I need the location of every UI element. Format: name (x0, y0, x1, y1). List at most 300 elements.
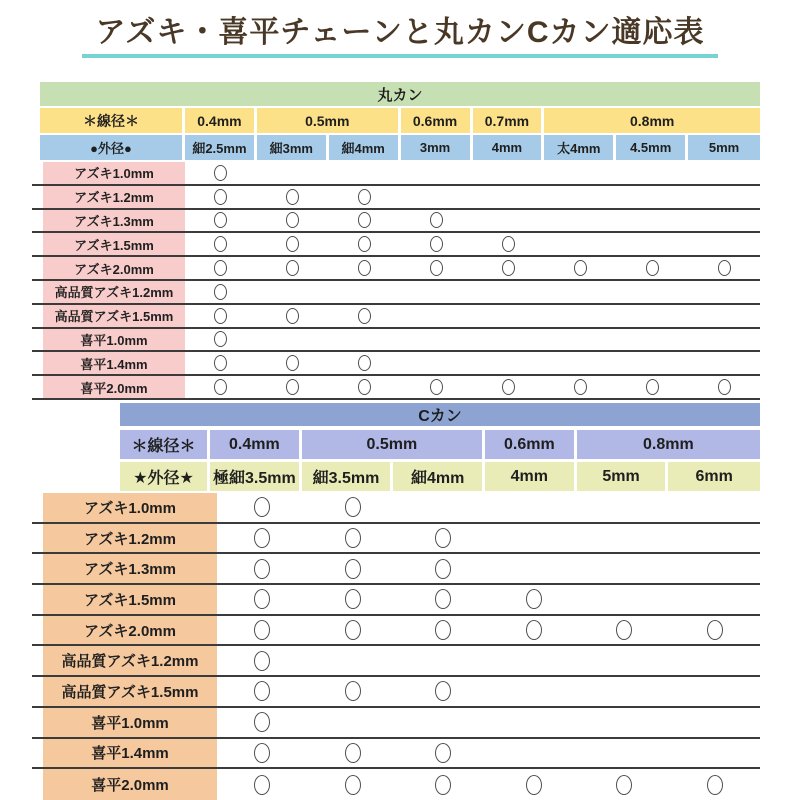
mark-cell (616, 376, 688, 398)
mark-cell (473, 186, 545, 208)
mark-cell (398, 677, 489, 706)
mark-cell (401, 329, 473, 351)
compatible-circle-icon (286, 236, 299, 252)
compatible-circle-icon (254, 589, 270, 609)
compatible-circle-icon (358, 189, 371, 205)
mark-cell (670, 708, 761, 737)
mark-cell (670, 739, 761, 768)
mark-cell (257, 352, 329, 374)
row-label: 喜平1.4mm (43, 739, 217, 768)
wire-diameter-value: 0.4mm (185, 108, 257, 133)
mark-cell (688, 305, 760, 327)
compatible-circle-icon (430, 236, 443, 252)
mark-cell (329, 186, 401, 208)
table-row (32, 616, 760, 647)
table-row (32, 376, 760, 400)
row-line-lead (32, 162, 43, 184)
mark-cell (185, 257, 257, 279)
compatible-circle-icon (254, 775, 270, 795)
mark-cell (489, 769, 580, 800)
mark-cell (308, 616, 399, 645)
mark-cell (670, 493, 761, 522)
row-label: アズキ2.0mm (43, 257, 185, 279)
mark-cell (329, 376, 401, 398)
table-title-c-kan: Cカン (120, 403, 760, 426)
compatible-circle-icon (616, 775, 632, 795)
mark-cell (308, 524, 399, 553)
table-row (32, 708, 760, 739)
compatible-circle-icon (358, 308, 371, 324)
compatible-circle-icon (345, 743, 361, 763)
compatible-circle-icon (718, 379, 731, 395)
row-line-lead (32, 233, 43, 255)
mark-cell (579, 554, 670, 583)
mark-cell (398, 585, 489, 614)
table-row (32, 769, 760, 800)
compatible-circle-icon (646, 379, 659, 395)
mark-cell (544, 281, 616, 303)
mark-cell (670, 646, 761, 675)
row-label: 高品質アズキ1.2mm (43, 646, 217, 675)
row-label: アズキ1.5mm (43, 585, 217, 614)
outer-diameter-value: 5mm (577, 462, 669, 491)
mark-cell (257, 329, 329, 351)
mark-cell (688, 233, 760, 255)
mark-cell (398, 769, 489, 800)
mark-cell (616, 186, 688, 208)
mark-cell (616, 281, 688, 303)
row-line-lead (32, 524, 43, 553)
mark-cell (473, 281, 545, 303)
table-row (32, 554, 760, 585)
outer-diameter-value: 細4mm (329, 135, 401, 160)
mark-cell (217, 554, 308, 583)
table-row (32, 210, 760, 234)
mark-cell (670, 524, 761, 553)
compatible-circle-icon (574, 379, 587, 395)
c-kan-table (61, 403, 760, 800)
mark-cell (579, 493, 670, 522)
mark-cell (401, 305, 473, 327)
compatible-circle-icon (502, 379, 515, 395)
compatible-circle-icon (345, 620, 361, 640)
compatible-circle-icon (254, 497, 270, 517)
mark-cell (185, 352, 257, 374)
outer-diameter-value: 細4mm (393, 462, 485, 491)
table-row (32, 677, 760, 708)
mark-cell (688, 186, 760, 208)
mark-cell (401, 162, 473, 184)
wire-diameter-value: 0.5mm (257, 108, 401, 133)
mark-cell (670, 677, 761, 706)
mark-cell (257, 162, 329, 184)
mark-cell (217, 646, 308, 675)
compatible-circle-icon (214, 331, 227, 347)
compatible-circle-icon (286, 189, 299, 205)
mark-cell (401, 376, 473, 398)
mark-cell (185, 329, 257, 351)
row-line-lead (32, 677, 43, 706)
mark-cell (401, 186, 473, 208)
mark-cell (616, 257, 688, 279)
mark-cell (329, 329, 401, 351)
table-body (32, 493, 760, 800)
mark-cell (579, 769, 670, 800)
mark-cell (489, 616, 580, 645)
wire-diameter-label: ＊線径＊ (120, 430, 210, 459)
mark-cell (257, 233, 329, 255)
compatible-circle-icon (358, 355, 371, 371)
maru-kan-table (40, 82, 760, 400)
row-line-lead (32, 186, 43, 208)
mark-cell (544, 352, 616, 374)
title-bar (0, 14, 800, 58)
row-line-lead (32, 281, 43, 303)
row-line-lead (32, 329, 43, 351)
mark-cell (670, 616, 761, 645)
mark-cell (489, 554, 580, 583)
mark-cell (217, 585, 308, 614)
compatible-circle-icon (345, 497, 361, 517)
wire-diameter-row (120, 430, 760, 459)
mark-cell (489, 677, 580, 706)
outer-diameter-value: 太4mm (544, 135, 616, 160)
mark-cell (401, 257, 473, 279)
compatible-circle-icon (254, 559, 270, 579)
row-line-lead (32, 646, 43, 675)
mark-cell (308, 585, 399, 614)
table-row (32, 329, 760, 353)
mark-cell (185, 305, 257, 327)
compatible-circle-icon (214, 355, 227, 371)
wire-diameter-label: ＊線径＊ (40, 108, 185, 133)
outer-diameter-value: 細2.5mm (185, 135, 257, 160)
compatible-circle-icon (214, 212, 227, 228)
table-row (32, 739, 760, 770)
outer-diameter-row (40, 135, 760, 160)
mark-cell (308, 554, 399, 583)
outer-diameter-value: 4mm (473, 135, 545, 160)
mark-cell (579, 708, 670, 737)
table-body (32, 162, 760, 400)
mark-cell (308, 493, 399, 522)
table-row (32, 524, 760, 555)
mark-cell (670, 585, 761, 614)
compatible-circle-icon (358, 379, 371, 395)
mark-cell (544, 186, 616, 208)
row-label: 高品質アズキ1.2mm (43, 281, 185, 303)
mark-cell (185, 162, 257, 184)
compatible-circle-icon (214, 165, 227, 181)
mark-cell (544, 210, 616, 232)
mark-cell (579, 616, 670, 645)
row-line-lead (32, 585, 43, 614)
mark-cell (544, 257, 616, 279)
mark-cell (185, 210, 257, 232)
mark-cell (257, 281, 329, 303)
mark-cell (489, 708, 580, 737)
mark-cell (616, 329, 688, 351)
mark-cell (489, 585, 580, 614)
row-label: アズキ1.3mm (43, 554, 217, 583)
mark-cell (398, 708, 489, 737)
compatible-circle-icon (435, 743, 451, 763)
mark-cell (185, 186, 257, 208)
table-row (32, 257, 760, 281)
table-row (32, 281, 760, 305)
mark-cell (329, 162, 401, 184)
outer-diameter-label: ★外径★ (120, 462, 210, 491)
row-line-lead (32, 769, 43, 800)
row-line-lead (32, 708, 43, 737)
mark-cell (217, 769, 308, 800)
mark-cell (616, 305, 688, 327)
page-title: アズキ・喜平チェーンと丸カンCカン適応表 (82, 14, 719, 58)
mark-cell (257, 210, 329, 232)
mark-cell (688, 281, 760, 303)
mark-cell (616, 352, 688, 374)
compatible-circle-icon (358, 212, 371, 228)
mark-cell (217, 677, 308, 706)
row-line-lead (32, 376, 43, 398)
compatible-circle-icon (214, 236, 227, 252)
compatible-circle-icon (646, 260, 659, 276)
compatible-circle-icon (435, 528, 451, 548)
mark-cell (398, 739, 489, 768)
compatible-circle-icon (345, 775, 361, 795)
compatible-circle-icon (430, 260, 443, 276)
wire-diameter-value: 0.5mm (302, 430, 485, 459)
row-line-lead (32, 554, 43, 583)
mark-cell (257, 257, 329, 279)
mark-cell (185, 376, 257, 398)
mark-cell (579, 739, 670, 768)
mark-cell (329, 352, 401, 374)
row-label: 喜平1.0mm (43, 329, 185, 351)
outer-diameter-value: 6mm (668, 462, 760, 491)
compatible-circle-icon (214, 260, 227, 276)
compatible-circle-icon (718, 260, 731, 276)
mark-cell (185, 281, 257, 303)
row-line-lead (32, 493, 43, 522)
compatible-circle-icon (254, 712, 270, 732)
mark-cell (308, 739, 399, 768)
mark-cell (473, 352, 545, 374)
mark-cell (308, 646, 399, 675)
compatible-circle-icon (502, 260, 515, 276)
table-title-maru-kan: 丸カン (40, 82, 760, 106)
mark-cell (329, 281, 401, 303)
table-row (32, 305, 760, 329)
mark-cell (185, 233, 257, 255)
compatible-circle-icon (574, 260, 587, 276)
row-label: 喜平2.0mm (43, 376, 185, 398)
mark-cell (616, 162, 688, 184)
row-label: アズキ1.3mm (43, 210, 185, 232)
mark-cell (544, 233, 616, 255)
row-label: 高品質アズキ1.5mm (43, 677, 217, 706)
row-label: アズキ1.2mm (43, 186, 185, 208)
mark-cell (217, 493, 308, 522)
compatible-circle-icon (502, 236, 515, 252)
mark-cell (217, 616, 308, 645)
mark-cell (398, 524, 489, 553)
table-row (32, 493, 760, 524)
outer-diameter-value: 5mm (688, 135, 760, 160)
compatible-circle-icon (254, 528, 270, 548)
row-line-lead (32, 210, 43, 232)
compatible-circle-icon (707, 620, 723, 640)
compatible-circle-icon (358, 236, 371, 252)
compatible-circle-icon (214, 379, 227, 395)
mark-cell (489, 524, 580, 553)
row-label: アズキ1.5mm (43, 233, 185, 255)
compatible-circle-icon (254, 620, 270, 640)
compatible-circle-icon (214, 308, 227, 324)
row-line-lead (32, 616, 43, 645)
outer-diameter-value: 細3mm (257, 135, 329, 160)
mark-cell (329, 305, 401, 327)
mark-cell (473, 162, 545, 184)
mark-cell (544, 329, 616, 351)
compatible-circle-icon (286, 212, 299, 228)
compatible-circle-icon (286, 379, 299, 395)
row-label: 喜平2.0mm (43, 769, 217, 800)
wire-diameter-value: 0.8mm (577, 430, 760, 459)
row-line-lead (32, 257, 43, 279)
compatible-circle-icon (358, 260, 371, 276)
mark-cell (688, 329, 760, 351)
table-row (32, 352, 760, 376)
outer-diameter-value: 4mm (485, 462, 577, 491)
table-row (32, 186, 760, 210)
compatible-circle-icon (286, 260, 299, 276)
compatible-circle-icon (345, 589, 361, 609)
mark-cell (544, 305, 616, 327)
mark-cell (544, 376, 616, 398)
mark-cell (217, 524, 308, 553)
outer-diameter-value: 極細3.5mm (210, 462, 302, 491)
mark-cell (217, 708, 308, 737)
mark-cell (401, 233, 473, 255)
row-label: 喜平1.0mm (43, 708, 217, 737)
mark-cell (217, 739, 308, 768)
compatible-circle-icon (526, 589, 542, 609)
mark-cell (616, 210, 688, 232)
table-row (32, 233, 760, 257)
mark-cell (308, 677, 399, 706)
compatible-circle-icon (435, 559, 451, 579)
compatible-circle-icon (214, 189, 227, 205)
mark-cell (579, 585, 670, 614)
outer-diameter-value: 4.5mm (616, 135, 688, 160)
mark-cell (473, 329, 545, 351)
row-line-lead (32, 352, 43, 374)
outer-diameter-value: 3mm (401, 135, 473, 160)
mark-cell (670, 554, 761, 583)
row-label: アズキ1.0mm (43, 493, 217, 522)
row-line-lead (32, 305, 43, 327)
mark-cell (398, 616, 489, 645)
wire-diameter-value: 0.7mm (473, 108, 545, 133)
mark-cell (616, 233, 688, 255)
mark-cell (688, 210, 760, 232)
mark-cell (489, 739, 580, 768)
row-label: 高品質アズキ1.5mm (43, 305, 185, 327)
mark-cell (688, 162, 760, 184)
mark-cell (670, 769, 761, 800)
mark-cell (401, 281, 473, 303)
compatible-circle-icon (435, 775, 451, 795)
row-label: アズキ1.2mm (43, 524, 217, 553)
mark-cell (329, 257, 401, 279)
row-line-lead (32, 739, 43, 768)
table-row (32, 585, 760, 616)
mark-cell (473, 376, 545, 398)
wire-diameter-value: 0.6mm (401, 108, 473, 133)
compatible-circle-icon (286, 355, 299, 371)
row-label: アズキ1.0mm (43, 162, 185, 184)
mark-cell (398, 493, 489, 522)
mark-cell (473, 257, 545, 279)
compatible-circle-icon (430, 212, 443, 228)
mark-cell (579, 646, 670, 675)
compatible-circle-icon (435, 589, 451, 609)
mark-cell (688, 376, 760, 398)
compatible-circle-icon (430, 379, 443, 395)
mark-cell (489, 493, 580, 522)
compatible-circle-icon (707, 775, 723, 795)
mark-cell (398, 554, 489, 583)
compatible-circle-icon (254, 743, 270, 763)
compatible-circle-icon (345, 528, 361, 548)
mark-cell (473, 305, 545, 327)
compatible-circle-icon (616, 620, 632, 640)
mark-cell (308, 769, 399, 800)
compatible-circle-icon (214, 284, 227, 300)
mark-cell (401, 210, 473, 232)
mark-cell (257, 186, 329, 208)
wire-diameter-value: 0.8mm (544, 108, 760, 133)
outer-diameter-label: ●外径● (40, 135, 185, 160)
outer-diameter-value: 細3.5mm (302, 462, 394, 491)
mark-cell (329, 233, 401, 255)
mark-cell (489, 646, 580, 675)
compatible-circle-icon (345, 559, 361, 579)
compatible-circle-icon (254, 681, 270, 701)
compatible-circle-icon (286, 308, 299, 324)
compatible-circle-icon (435, 681, 451, 701)
wire-diameter-row (40, 108, 760, 133)
mark-cell (473, 233, 545, 255)
table-row (32, 162, 760, 186)
mark-cell (473, 210, 545, 232)
outer-diameter-row (120, 462, 760, 491)
compatible-circle-icon (526, 775, 542, 795)
mark-cell (579, 677, 670, 706)
mark-cell (398, 646, 489, 675)
mark-cell (257, 376, 329, 398)
mark-cell (688, 257, 760, 279)
wire-diameter-value: 0.6mm (485, 430, 577, 459)
mark-cell (579, 524, 670, 553)
compatible-circle-icon (345, 681, 361, 701)
row-label: 喜平1.4mm (43, 352, 185, 374)
mark-cell (308, 708, 399, 737)
table-row (32, 646, 760, 677)
compatible-circle-icon (254, 651, 270, 671)
mark-cell (257, 305, 329, 327)
